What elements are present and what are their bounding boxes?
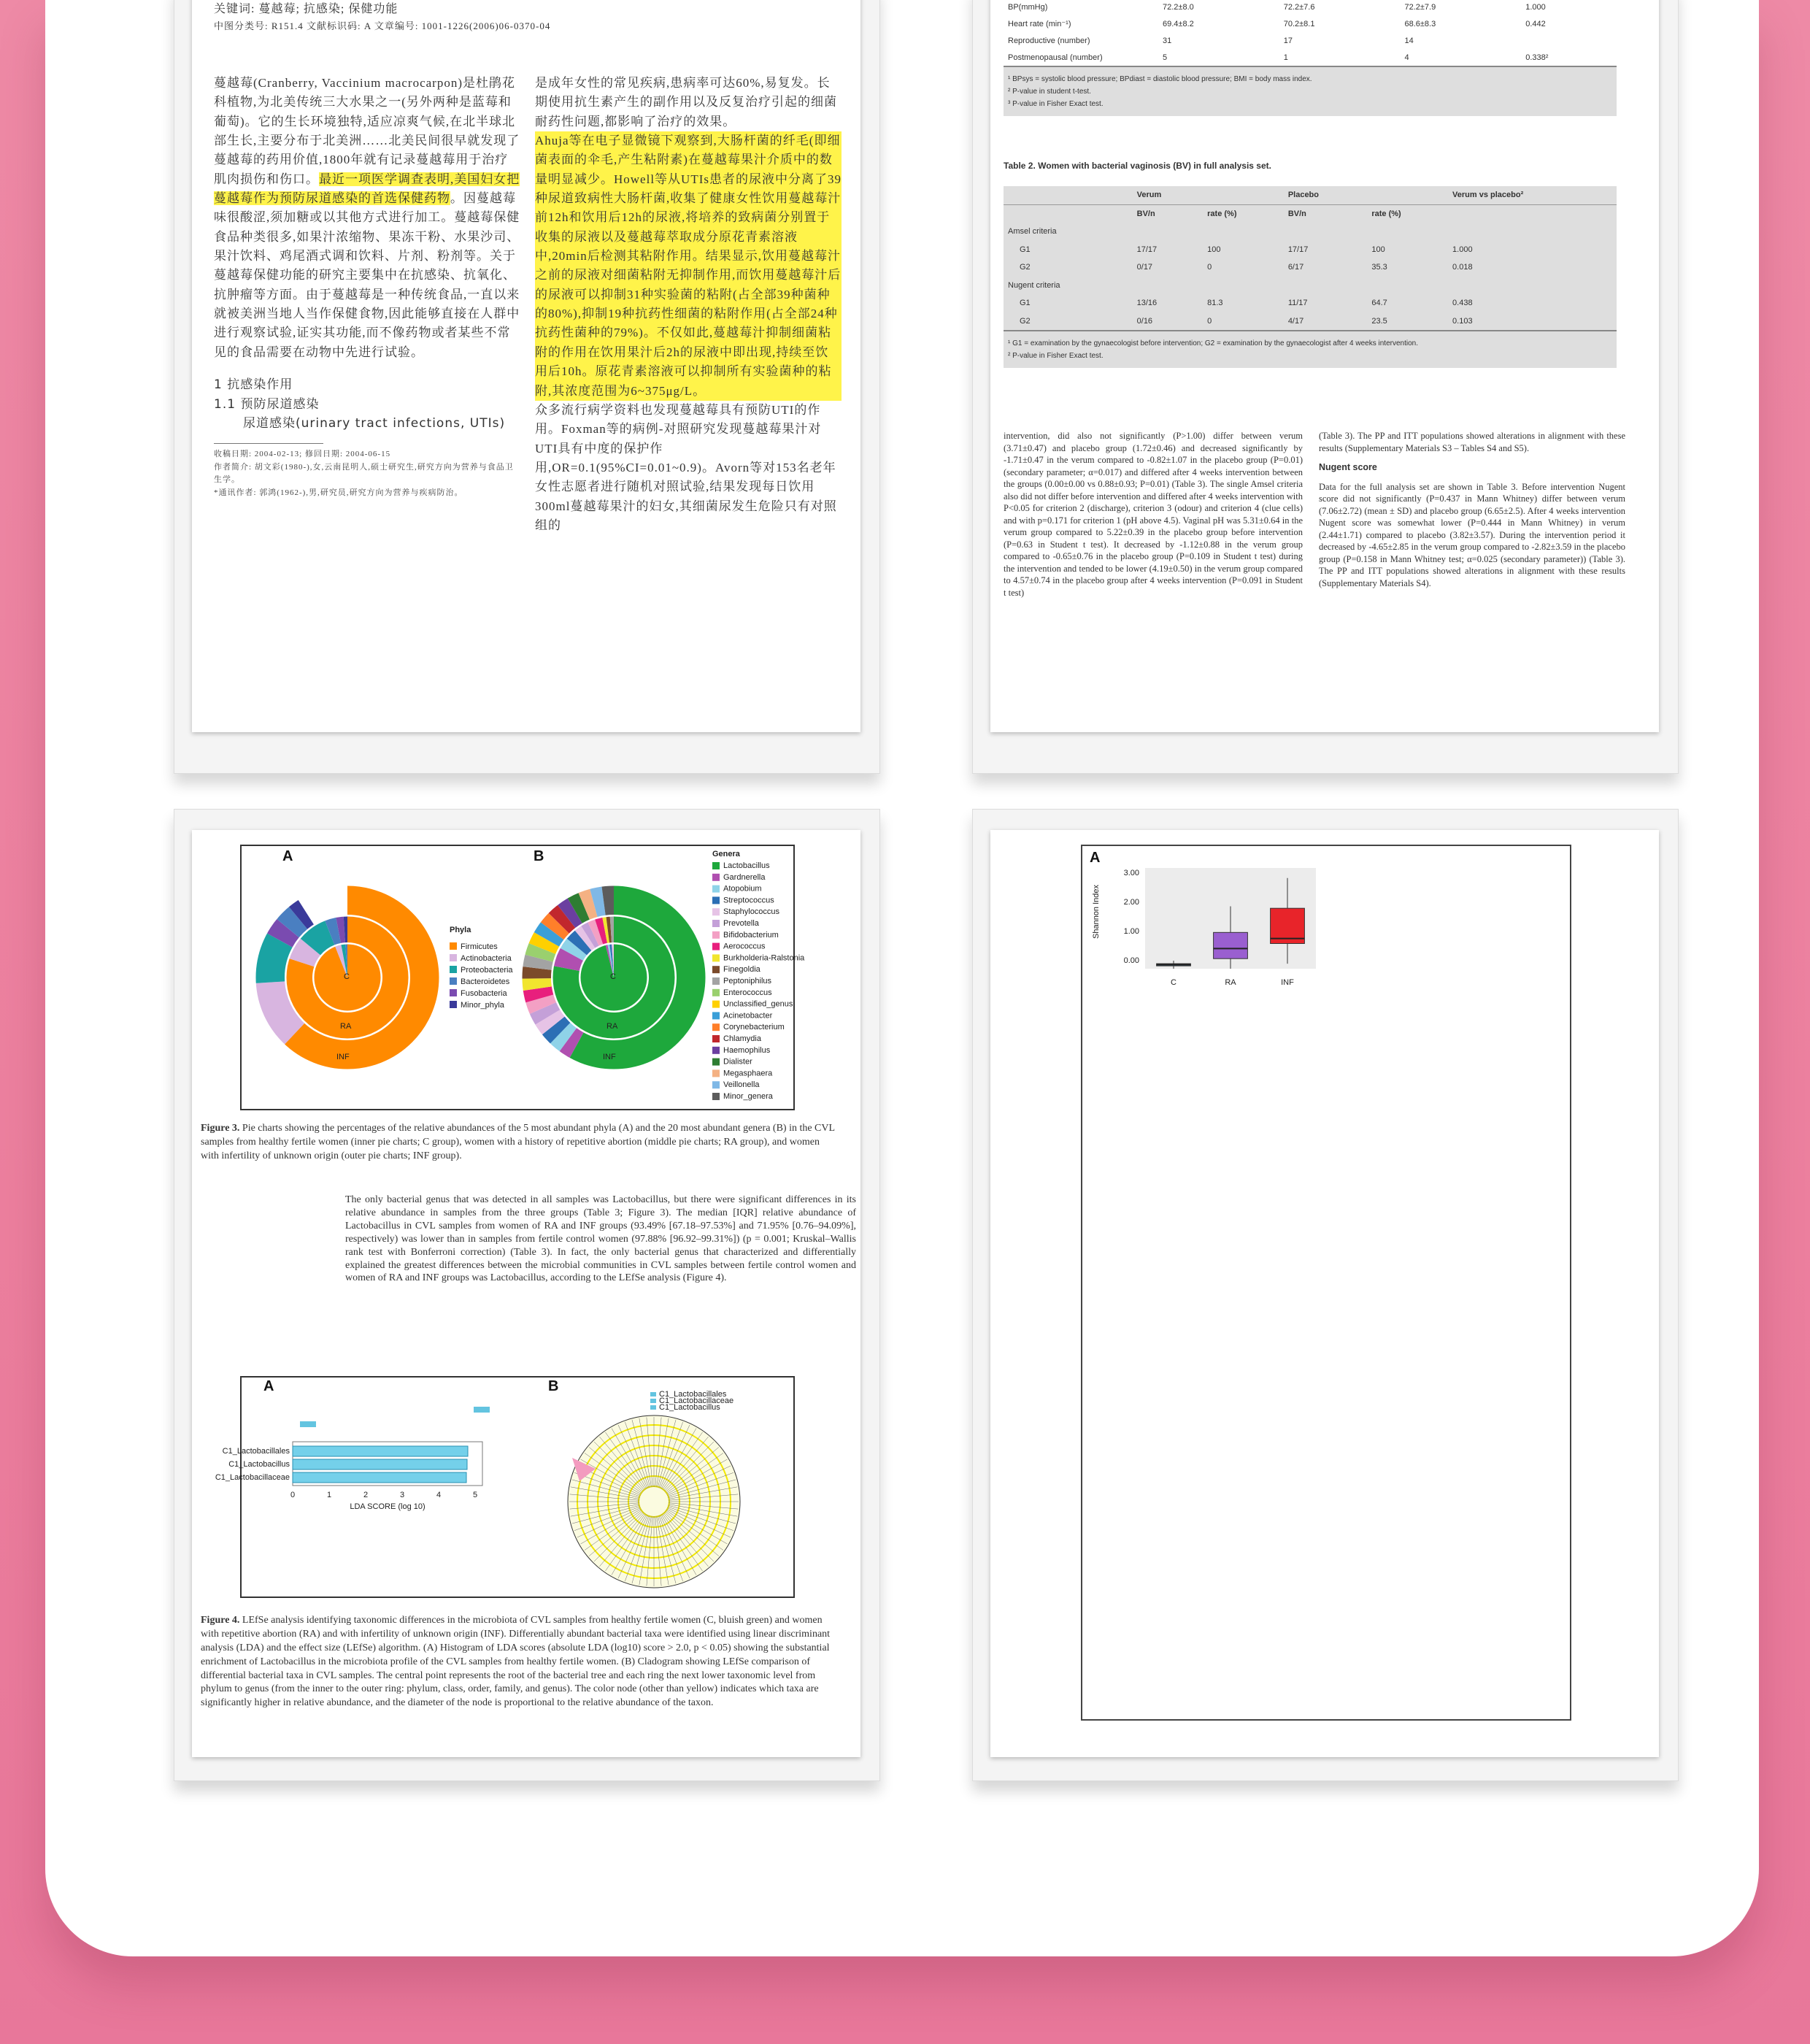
diversity-figure (1081, 845, 1571, 1721)
genera-legend-label: Lactobacillus (723, 861, 770, 870)
phyla-legend-label: Firmicutes (461, 942, 498, 951)
body-text: The only bacterial genus that was detected in all samples was Lactobacillus, but there were significant differences in its relative abundance in samples from the three groups (Table 3; Figure 3). The median [IQR] relative abundance of Lactobacillus in CVL samples from women of RA and INF groups (93.49% [67.18–97.53%] and 71.95% [0.76–94.09%], respectively) was lower than in samples from fertile control women (97.88% [96.92–99.31%]) (p = 0.001; Kruskal–Wallis rank test with Bonferroni correction) (Table 3). In fact, the only bacterial genus that characterized and differentially explained the greatest differences between the microbial communities in CVL samples between fertile control women and women of RA and INF groups was Lactobacillus, according to the LEfSe analysis (Figure 4). (345, 1194, 856, 1284)
genera-legend-label: Finegoldia (723, 965, 760, 975)
genera-legend-label: Atopobium (723, 884, 762, 894)
genera-legend-swatch (712, 931, 720, 939)
genera-legend-swatch (712, 885, 720, 893)
phyla-pie (254, 884, 441, 1071)
genera-legend-label: Streptococcus (723, 896, 774, 905)
table2-cell: 17/17 (1287, 245, 1309, 254)
lda-bar-label: C1_Lactobacillus (228, 1460, 290, 1469)
table2-header-cell: Placebo (1287, 191, 1319, 199)
lefse-legend-label: C1_Lactobacillus (659, 1403, 720, 1412)
body-b-para2: Data for the full analysis set are shown in Table 3. Before intervention Nugent score did not significantly (P=0.437 in Mann Whitney) differ between verum (7.06±2.72) (mean ± SD) and placebo group (6.65±2.5). After 4 weeks intervention Nugent score was somewhat lower (P=0.444 in Mann Whitney) in verum (2.44±1.71) compared to placebo (3.82±3.57). During the intervention period it decreased by -4.65±2.85 in the verum group compared to -2.82±3.59 in the placebo group (P=0.158 in Mann Whitney test; α=0.025 (secondary parameter)) (Table 3). The PP and ITT populations showed alterations in alignment with these results (Supplementary Materials S4). (1319, 481, 1625, 588)
lefse-legend-swatch (650, 1392, 656, 1396)
column-2 (535, 74, 842, 535)
lefse-legend-label: C1_Lactobacillales (659, 1390, 727, 1399)
fig4-caption-text: LEfSe analysis identifying taxonomic differences in the microbiota of CVL samples from healthy fertile women (C, bluish green) and women with repetitive abortion (RA) and with infertility of unknown origin (INF). Differentially abundant bacterial taxa were identified using linear discriminant analysis (LDA) and the effect size (LEfSe) algorithm. (A) Histogram of LDA scores (absolute LDA (log10) score > 2.0, p < 0.05) showing the substantial enrichment of Lactobacillus in the microbiota profile of the CVL samples from healthy fertile women. (B) Cladogram showing LEfSe comparison of differential bacterial taxa in CVL samples. The central point represents the root of the bacterial tree and each ring the next lower taxonomic level from phylum to genus (from the inner to the outer ring: phylum, class, order, family, and genus). The color node (other than yellow) indicates which taxa are significantly higher in relative abundance, and the diameter of the node is proportional to the relative abundance of the taxon. (201, 1615, 831, 1709)
fig4-panel-b: B (548, 1378, 559, 1394)
tick-a: 1.00 (1123, 927, 1139, 936)
lda-bar (293, 1459, 467, 1469)
table1-note-3: ³ P-value in Fisher Exact test. (1008, 100, 1104, 109)
genera-legend-swatch (712, 862, 720, 869)
table1-cell: 14 (1404, 36, 1414, 45)
genera-legend-swatch (712, 896, 720, 904)
doc-page-microbiome (192, 830, 860, 1757)
table2-cell (1203, 223, 1284, 241)
footnote-received: 收稿日期: 2004-02-13; 修回日期: 2004-06-15 (214, 450, 391, 459)
table2-cell: 35.3 (1371, 263, 1387, 272)
genera-legend-label: Minor_genera (723, 1092, 773, 1101)
table2-cell (1133, 277, 1204, 295)
table2-header-row (1004, 204, 1617, 223)
group-tick: INF (1281, 978, 1294, 987)
doc-page-chinese (192, 0, 860, 732)
table1-cell: 72.2±8.0 (1163, 3, 1194, 12)
col2-para2: 众多流行病学资料也发现蔓越莓具有预防UTI的作用。Foxman等的病例-对照研究发现蔓越莓果汁对UTI具有中度的保护作用,OR=0.1(95%CI=0.01~0.9)。Avorn等对153名老年女性志愿者进行随机对照试验,结果发现每日饮用300ml蔓越莓果汁的妇女,其细菌尿发生危险只有对照组的 (535, 402, 837, 532)
lda-tick: 4 (436, 1491, 442, 1499)
lefse-legend-label: C1_Lactobacillaceae (659, 1396, 734, 1405)
phyla-legend-swatch (450, 942, 457, 950)
table2-cell: 11/17 (1287, 299, 1308, 307)
ring-label-ra: RA (606, 1022, 618, 1031)
table2-cell (1367, 277, 1448, 295)
phyla-legend-label: Actinobacteria (461, 954, 512, 963)
genera-legend-label: Peptoniphilus (723, 977, 772, 986)
genera-legend-swatch (712, 954, 720, 961)
keywords: 关键词: 蔓越莓; 抗感染; 保健功能 (214, 3, 398, 15)
table2-cell: 100 (1371, 245, 1385, 254)
table2-note-1: ¹ G1 = examination by the gynaecologist before intervention; G2 = examination by the gynaecologist after 4 weeks intervention. (1008, 339, 1418, 347)
table2-header-cell: BV/n (1136, 209, 1155, 218)
genera-pie (520, 884, 707, 1071)
lefse-legend (650, 1390, 733, 1412)
genera-legend-swatch (712, 874, 720, 881)
genera-legend-swatch (712, 920, 720, 927)
lda-bar (293, 1446, 468, 1456)
group-tick: C (1171, 978, 1176, 987)
tick-a: 0.00 (1123, 956, 1139, 965)
table1-cell: 72.2±7.6 (1283, 3, 1315, 12)
fig3-caption-text: Pie charts showing the percentages of the relative abundances of the 5 most abundant phyla (A) and the 20 most abundant genera (B) in the CVL samples from healthy fertile women (inner pie charts; C group), women with a history of repetitive abortion (middle pie charts; RA group), and women with infertility of unknown origin (outer pie charts; INF group). (201, 1123, 835, 1161)
panel-a-label: A (282, 848, 293, 864)
table2-cell: 0/17 (1136, 263, 1153, 272)
table1-note-2: ² P-value in student t-test. (1008, 88, 1091, 96)
genera-legend-swatch (712, 989, 720, 996)
ring-label-ra: RA (340, 1022, 352, 1031)
footnote-author: 作者简介: 胡文彩(1980-),女,云南昆明人,硕士研究生,研究方向为营养与食品卫生学。 (214, 462, 514, 485)
genera-legend-label: Staphylococcus (723, 907, 780, 917)
table1-cell: 0.338² (1525, 53, 1549, 62)
table1-note-1: ¹ BPsys = systolic blood pressure; BPdiast = diastolic blood pressure; BMI = body mass index. (1008, 75, 1312, 84)
genera-legend-label: Corynebacterium (723, 1023, 785, 1032)
table2-cell (1284, 223, 1368, 241)
cladogram-key-swatch (474, 1407, 490, 1413)
table2-cell: G2 (1020, 316, 1031, 326)
table1-cell: BP(mmHg) (1008, 3, 1048, 12)
genera-legend-swatch (712, 1069, 720, 1077)
doc-page-diversity (990, 830, 1659, 1757)
table2-row (1004, 223, 1617, 241)
table2-cell: G2 (1020, 263, 1031, 272)
table2-cell: 100 (1207, 245, 1221, 254)
table2-cell: 0.438 (1452, 299, 1473, 307)
fig3-caption-label: Figure 3. (201, 1123, 240, 1134)
lda-tick: 1 (326, 1491, 332, 1499)
phyla-legend-title: Phyla (450, 926, 471, 934)
col1-highlight: 最近一项医学调查表明,美国妇女把蔓越莓作为预防尿道感染的首选保健药物 (214, 172, 520, 206)
table2-header-cell (1448, 204, 1617, 223)
table2-cell: 17/17 (1136, 245, 1158, 254)
lefse-legend-swatch (650, 1399, 656, 1403)
fig4-caption-label: Figure 4. (201, 1615, 240, 1626)
table2-cell: G1 (1020, 299, 1031, 307)
phyla-legend-swatch (450, 977, 457, 985)
table1-row (1004, 50, 1617, 66)
phyla-legend-label: Minor_phyla (461, 1001, 504, 1010)
ring-label-c: C (610, 972, 616, 981)
table1-cell: 72.2±7.9 (1404, 3, 1436, 12)
lda-tick: 3 (399, 1491, 405, 1499)
table2-header-cell (1367, 186, 1448, 204)
tick-a: 3.00 (1123, 869, 1139, 877)
figure-3-caption (201, 1122, 836, 1164)
ring-label-inf: INF (603, 1053, 616, 1061)
genera-legend-title: Genera (712, 850, 740, 858)
table2-header-row (1004, 186, 1617, 204)
genera-legend-swatch (712, 1001, 720, 1008)
col2-para1: 是成年女性的常见疾病,患病率可达60%,易复发。长期使用抗生素产生的副作用以及反复治疗引起的细菌耐药性问题,都影响了治疗的效果。 (535, 76, 837, 128)
genera-legend-swatch (712, 977, 720, 985)
table1-row (1004, 33, 1617, 50)
table2-cell: 4/17 (1287, 316, 1304, 326)
lda-tick: 0 (290, 1491, 296, 1499)
panel-b-label: B (534, 848, 544, 864)
class-number: 中图分类号: R151.4 文献标识码: A 文章编号: 1001-1226(2006)06-0370-04 (214, 20, 551, 31)
table2-cell: G1 (1020, 245, 1031, 254)
table2-cell (1448, 277, 1617, 295)
lda-tick: 5 (472, 1491, 478, 1499)
fig4-panel-a: A (263, 1378, 274, 1394)
genera-legend-label: Aerococcus (723, 942, 766, 951)
table1-cell: 68.6±8.3 (1404, 19, 1436, 28)
genera-legend-swatch (712, 966, 720, 973)
table2-cell: 23.5 (1371, 316, 1387, 326)
genera-legend-label: Enterococcus (723, 988, 772, 997)
body-column-b (1319, 430, 1625, 589)
table2-row (1004, 294, 1617, 312)
genera-legend-label: Dialister (723, 1057, 752, 1067)
table2-cell: Amsel criteria (1008, 227, 1057, 236)
table2-cell: 0/16 (1136, 316, 1153, 326)
table1-cell: 31 (1163, 36, 1172, 45)
genera-legend-label: Megasphaera (723, 1069, 773, 1078)
table2-header-cell: rate (%) (1207, 209, 1237, 218)
table1-row (1004, 16, 1617, 33)
table-2 (1004, 186, 1617, 330)
genera-legend-swatch (712, 943, 720, 950)
col1-para2: 。因蔓越莓味很酸涩,须加糖或以其他方式进行加工。蔓越莓保健食品种类很多,如果汁浓缩物、果冻干粉、水果沙司、果汁饮料、鸡尾酒式调和饮料、片剂、粉剂等。关于蔓越莓保健功能的研究主要集中在抗感染、抗氧化、抗肿瘤等方面。由于蔓越莓是一种传统食品,一直以来就被美洲当地人当作保健食物,因此能够直接在人群中进行观察试验,证实其功能,而不像药物或者某些不常见的食品需要在动物中先进行试验。 (214, 191, 520, 359)
genera-legend (712, 850, 805, 1101)
table2-header-cell: BV/n (1287, 209, 1306, 218)
genera-legend-label: Bifidobacterium (723, 930, 779, 940)
lefse-legend-swatch (650, 1405, 656, 1410)
phyla-legend-label: Proteobacteria (461, 966, 513, 975)
phyla-legend-swatch (450, 989, 457, 996)
doc-frame-microbiome[interactable] (174, 809, 880, 1781)
phyla-legend (450, 926, 513, 1010)
table2-note-2: ² P-value in Fisher Exact test. (1008, 352, 1104, 360)
genera-legend-label: Chlamydia (723, 1034, 761, 1043)
lda-tick: 2 (363, 1491, 369, 1499)
table1-cell: Heart rate (min⁻¹) (1008, 19, 1071, 28)
shannon-box (1214, 932, 1248, 958)
figure-3-pies (240, 845, 805, 1110)
table2-row (1004, 277, 1617, 295)
genera-legend-swatch (712, 1012, 720, 1019)
genera-legend-swatch (712, 1081, 720, 1088)
genera-legend-label: Burkholderia-Ralstonia (723, 953, 805, 963)
table2-header-cell (1004, 186, 1133, 204)
table2-cell: 13/16 (1136, 299, 1158, 307)
table2-cell (1367, 223, 1448, 241)
doc-page-tables (990, 0, 1659, 732)
table2-cell: Nugent criteria (1008, 280, 1060, 290)
ring-label-c: C (344, 972, 350, 981)
table2-header-cell: rate (%) (1371, 209, 1401, 218)
table1-cell: 69.4±8.2 (1163, 19, 1194, 28)
table2-cell: 1.000 (1452, 245, 1473, 254)
table2-row (1004, 312, 1617, 331)
preview-card (45, 0, 1759, 1956)
genera-legend-swatch (712, 908, 720, 915)
group-tick: RA (1225, 978, 1236, 987)
phyla-legend-swatch (450, 1001, 457, 1008)
table2-cell (1203, 277, 1284, 295)
table1-cell: 0.442 (1525, 19, 1546, 28)
lda-bar (293, 1472, 466, 1483)
table1-cell: 5 (1163, 53, 1168, 62)
genera-legend-label: Acinetobacter (723, 1011, 773, 1021)
table2-header-cell (1203, 186, 1284, 204)
ring-label-inf: INF (336, 1053, 350, 1061)
genera-legend-label: Haemophilus (723, 1045, 771, 1055)
figure-4-caption (201, 1614, 836, 1710)
section-text: 尿道感染(urinary tract infections, UTIs) (243, 415, 506, 431)
table2-header-cell: Verum (1136, 191, 1162, 199)
table2-title: Table 2. Women with bacterial vaginosis (BV) in full analysis set. (1004, 161, 1271, 171)
body-column-a: intervention, did also not significantly (P>1.00) differ between verum (3.71±0.47) and placebo group (1.72±0.46) and decreased significantly by -1.71±0.47 in the verum compared to -0.82±1.07 in the placebo group (P=0.01) (secondary parameter; α=0.017) and differed after 4 weeks intervention between the groups (0.00±0.00 vs 0.88±0.93; P=0.01) (Table 3). The single Amsel criteria also did not differ before intervention and differed after 4 weeks intervention with P<0.05 for criterion 2 (discharge), criterion 3 (odour) and criterion 4 (clue cells) and with p=0.171 for criterion 1 (pH above 4.5). Vaginal pH was 5.31±0.64 in the verum group compared to 5.22±0.39 in the placebo group before intervention (P=0.63 in Student t test). It decreased by -1.12±0.88 in the verum group compared to -0.65±0.76 in the placebo group (P=0.109 in Student t test) during the intervention and tended to be lower (4.19±0.50) in the verum group compared to 4.57±0.74 in the placebo group after 4 weeks intervention (P=0.091 in Student t test) (1004, 431, 1303, 598)
table1-cell: 17 (1283, 36, 1293, 45)
table1-cell: Postmenopausal (number) (1008, 53, 1103, 62)
lda-key-swatch (300, 1421, 316, 1427)
footnote-divider (214, 443, 323, 444)
table1-cell: Reproductive (number) (1008, 36, 1090, 45)
table2-cell: 0 (1207, 316, 1212, 326)
table2-header-cell: Verum vs placebo² (1452, 191, 1524, 199)
col1-para1: 蔓越莓(Cranberry, Vaccinium macrocarpon)是杜鹃花科植物,为北美传统三大水果之一(另外两种是蓝莓和葡萄)。它的生长环境独特,适应凉爽气候,在北半球北部生长,主要分布于北美洲……北美民间很早就发现了蔓越莓的药用价值,1800年就有记录蔓越莓用于治疗肌肉损伤和伤口。 (214, 76, 520, 186)
table1-cell: 70.2±8.1 (1283, 19, 1315, 28)
lda-bar-label: C1_Lactobacillales (222, 1447, 290, 1456)
nugent-heading: Nugent score (1319, 462, 1377, 472)
phyla-legend-label: Fusobacteria (461, 989, 507, 998)
lda-chart (215, 1421, 482, 1511)
lda-xlabel: LDA SCORE (log 10) (350, 1502, 425, 1511)
body-b-para1: (Table 3). The PP and ITT populations showed alterations in alignment with these results (Supplementary Materials S3 – Tables S4 and S5). (1319, 431, 1625, 453)
doc-frame-chinese[interactable] (174, 0, 880, 774)
table1-cell: 1.000 (1525, 3, 1546, 12)
table1-cell (1521, 33, 1617, 50)
table2-cell (1448, 223, 1617, 241)
col2-highlight: Ahuja等在电子显微镜下观察到,大肠杆菌的纤毛(即细菌表面的伞毛,产生粘附素)在蔓越莓果汁介质中的数量明显减少。Howell等从UTIs患者的尿液中分离了39种尿道致病性大肠杆菌,收集了健康女性饮用蔓越莓汁前12h和饮用后12h的尿液,将培养的致病菌分别置于收集的尿液以及蔓越莓萃取成分原花青素溶液中,20min后检测其粘附作用。结果显示,饮用蔓越莓汁之前的尿液对细菌粘附无抑制作用,而饮用蔓越莓汁后的尿液可以抑制31种实验菌的粘附(占全部39种菌种的80%),抑制19种抗药性细菌的粘附作用(占全部24种抗药性菌种的79%)。不仅如此,蔓越莓汁抑制细菌粘附的作用在饮用果汁后2h的尿液中即出现,持续至饮用后10h。原花青素溶液可以抑制所有实验菌种的粘附,其浓度范围为6~375μg/L。 (535, 131, 842, 401)
doc-frame-tables[interactable] (972, 0, 1679, 774)
tick-a: 2.00 (1123, 898, 1139, 907)
section-heading-1: 1 抗感染作用 (214, 377, 293, 393)
phyla-legend-swatch (450, 954, 457, 961)
table2-cell: 0.103 (1452, 316, 1473, 326)
table2-cell: 6/17 (1287, 263, 1304, 272)
lda-bar-label: C1_Lactobacillaceae (215, 1473, 290, 1482)
cladogram (474, 1407, 740, 1588)
figure-4-lefse (215, 1376, 795, 1598)
column-1 (214, 74, 520, 500)
genera-legend-swatch (712, 1058, 720, 1066)
table2-header-cell (1004, 204, 1133, 223)
table1-row (1004, 0, 1617, 16)
genera-legend-swatch (712, 1023, 720, 1031)
table2-cell: 0 (1207, 263, 1212, 272)
phyla-legend-swatch (450, 966, 457, 973)
genera-legend-label: Prevotella (723, 919, 759, 928)
table-1 (1004, 0, 1617, 66)
table2-row (1004, 258, 1617, 277)
genera-legend-swatch (712, 1093, 720, 1100)
footnote-corresponding: *通讯作者: 郭鸿(1962-),男,研究员,研究方向为营养与疾病防治。 (214, 488, 463, 497)
section-heading-1-1: 1.1 预防尿道感染 (214, 396, 320, 412)
table1-cell: 1 (1283, 53, 1288, 62)
table2-cell: 0.018 (1452, 263, 1473, 272)
table2-cell (1133, 223, 1204, 241)
panel-label-a: A (1090, 850, 1101, 866)
genera-legend-label: Veillonella (723, 1080, 760, 1090)
table2-row (1004, 241, 1617, 259)
ylabel-a: Shannon Index (1092, 884, 1101, 940)
genera-legend-swatch (712, 1035, 720, 1042)
phyla-legend-label: Bacteroidetes (461, 977, 510, 986)
table2-cell: 64.7 (1371, 299, 1387, 307)
genera-legend-label: Unclassified_genus (723, 999, 793, 1009)
genera-legend-label: Gardnerella (723, 872, 766, 882)
genera-legend-swatch (712, 1047, 720, 1054)
doc-frame-diversity[interactable] (972, 809, 1679, 1781)
table2-cell: 81.3 (1207, 299, 1223, 307)
table1-cell: 4 (1404, 53, 1409, 62)
table2-cell (1284, 277, 1368, 295)
